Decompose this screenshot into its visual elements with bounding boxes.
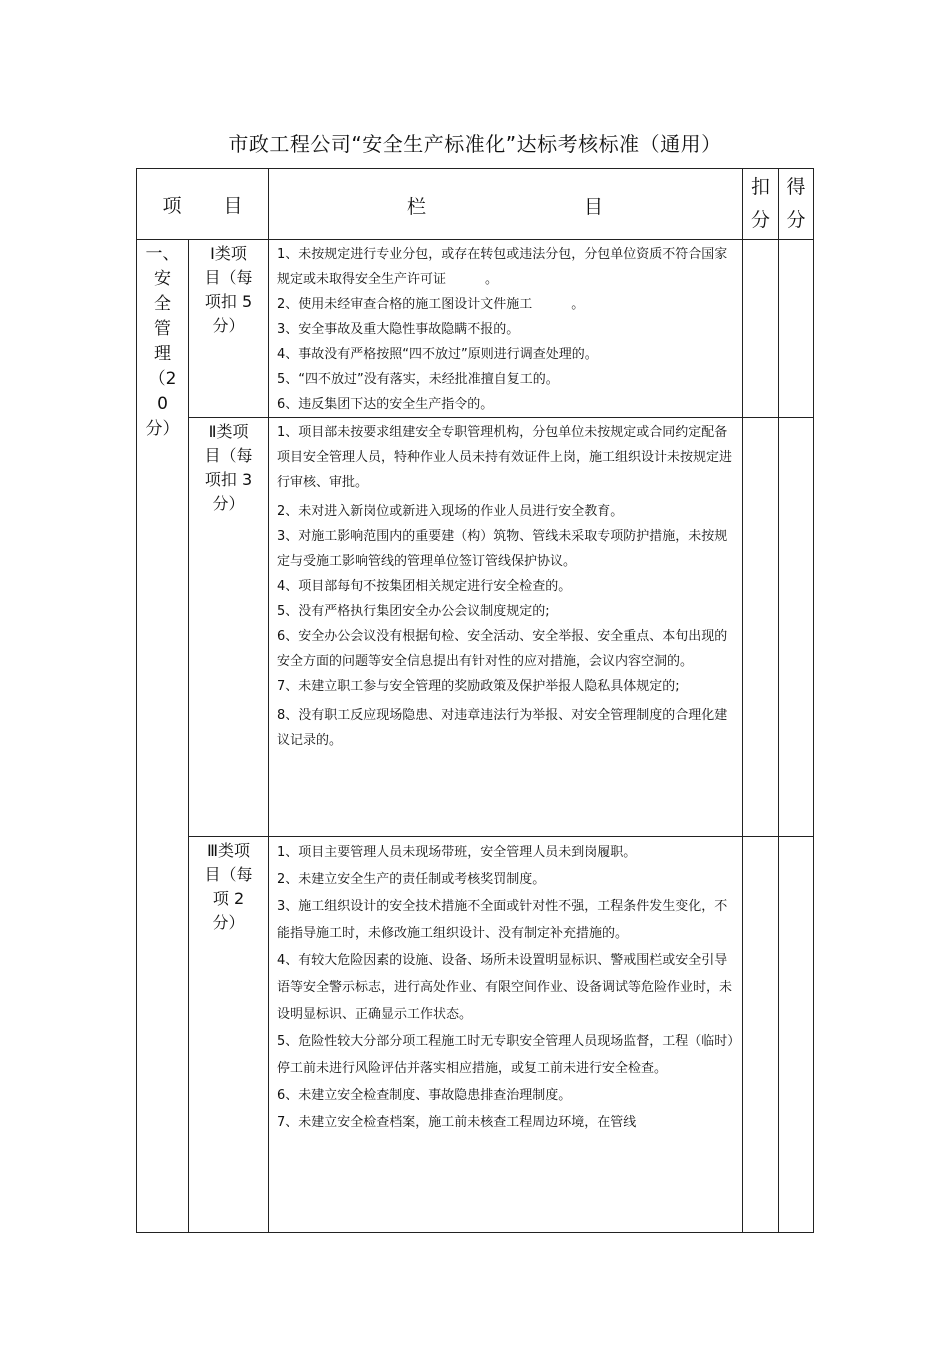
- category-label: [189, 240, 269, 418]
- list-item: 5、“四不放过”没有落实，未经批准擅自复工的。: [277, 372, 559, 387]
- category-label-line: 目（每: [204, 268, 253, 287]
- list-item: 5、危险性较大分部分项工程施工时无专职安全管理人员现场监督，工程（临时）停工前未进行风险评估并落实相应措施，或复工前未进行安全检查。: [277, 1034, 734, 1076]
- category-label-line: Ⅲ类项: [206, 841, 251, 860]
- header-column-char-2: 目: [584, 196, 604, 218]
- category-label-line: Ⅱ类项: [208, 422, 249, 441]
- category-label-line: Ⅰ类项: [210, 244, 247, 263]
- list-item: 4、项目部每旬不按集团相关规定进行安全检查的。: [277, 579, 572, 594]
- list-item: 1、项目主要管理人员未现场带班，安全管理人员未到岗履职。: [277, 845, 637, 860]
- list-item: 4、有较大危险因素的设施、设备、场所未设置明显标识、警戒围栏或安全引导语等安全警示标志，进行高处作业、有限空间作业、设备调试等危险作业时，未设明显标识、正确显示工作状态。: [277, 953, 733, 1022]
- header-score-char-2: 分: [786, 209, 806, 231]
- deduct-cell[interactable]: [743, 418, 779, 837]
- category-label-line: 分）: [212, 913, 245, 932]
- section-label-line: 理: [154, 344, 171, 364]
- list-item: 6、违反集团下达的安全生产指令的。: [277, 397, 494, 412]
- section-label-line: 一、: [145, 244, 180, 264]
- header-deduct: [743, 169, 779, 240]
- assessment-table: [136, 168, 814, 1233]
- section-label-line: 安: [154, 269, 171, 289]
- header-column: [269, 169, 743, 240]
- category-items: [269, 418, 743, 837]
- list-item: 6、安全办公会议没有根据旬检、安全活动、安全举报、安全重点、本旬出现的安全方面的问题等安全信息提出有针对性的应对措施，会议内容空洞的。: [277, 629, 728, 669]
- list-item: 5、没有严格执行集团安全办公会议制度规定的;: [277, 604, 550, 619]
- category-label-line: 目（每: [204, 865, 253, 884]
- list-item: 6、未建立安全检查制度、事故隐患排查治理制度。: [277, 1088, 572, 1103]
- header-score: [779, 169, 814, 240]
- table-row: [137, 837, 814, 1233]
- list-item: 2、未对进入新岗位或新进入现场的作业人员进行安全教育。: [277, 504, 624, 519]
- header-score-char-1: 得: [786, 176, 806, 198]
- category-label-line: 分）: [212, 316, 245, 335]
- list-item: 4、事故没有严格按照“四不放过”原则进行调查处理的。: [277, 347, 598, 362]
- score-cell[interactable]: [779, 418, 814, 837]
- header-deduct-char-1: 扣: [751, 176, 771, 198]
- section-label-line: （2: [148, 369, 177, 389]
- deduct-cell[interactable]: [743, 837, 779, 1233]
- score-cell[interactable]: [779, 240, 814, 418]
- category-label-line: 项 2: [212, 889, 245, 908]
- list-item: 2、使用未经审查合格的施工图设计文件施工 。: [277, 297, 585, 312]
- list-item: 7、未建立职工参与安全管理的奖励政策及保护举报人隐私具体规定的;: [277, 679, 680, 694]
- table-header-row: [137, 169, 814, 240]
- list-item: 2、未建立安全生产的责任制或考核奖罚制度。: [277, 872, 546, 887]
- section-label: [137, 240, 189, 1233]
- category-label-line: 项扣 3: [204, 470, 253, 489]
- table-row: [137, 418, 814, 837]
- header-column-char-1: 栏: [407, 196, 427, 218]
- score-cell[interactable]: [779, 837, 814, 1233]
- category-label-line: 分）: [212, 494, 245, 513]
- category-items: [269, 837, 743, 1233]
- category-label-line: 目（每: [204, 446, 253, 465]
- section-label-line: 全: [154, 294, 171, 314]
- deduct-cell[interactable]: [743, 240, 779, 418]
- list-item: 1、项目部未按要求组建安全专职管理机构，分包单位未按规定或合同约定配备项目安全管理人员，特种作业人员未持有效证件上岗，施工组织设计未按规定进行审核、审批。: [277, 425, 733, 490]
- list-item: 7、未建立安全检查档案，施工前未核查工程周边环境，在管线: [277, 1115, 637, 1130]
- category-label-line: 项扣 5: [204, 292, 253, 311]
- list-item: 3、施工组织设计的安全技术措施不全面或针对性不强，工程条件发生变化，不能指导施工时，未修改施工组织设计、没有制定补充措施的。: [277, 899, 728, 941]
- table-row: [137, 240, 814, 418]
- document-title: 市政工程公司“安全生产标准化”达标考核标准（通用）: [228, 132, 722, 156]
- category-label: [189, 837, 269, 1233]
- list-item: 3、安全事故及重大隐性事故隐瞒不报的。: [277, 322, 520, 337]
- list-item: 8、没有职工反应现场隐患、对违章违法行为举报、对安全管理制度的合理化建议记录的。: [277, 708, 728, 748]
- list-item: 1、未按规定进行专业分包，或存在转包或违法分包，分包单位资质不符合国家规定或未取得安全生产许可证 。: [277, 247, 728, 287]
- section-label-line: 分）: [145, 419, 180, 439]
- category-items: [269, 240, 743, 418]
- header-project: 项 目: [137, 169, 269, 240]
- section-label-line: 管: [154, 319, 171, 339]
- list-item: 3、对施工影响范围内的重要建（构）筑物、管线未采取专项防护措施，未按规定与受施工影响管线的管理单位签订管线保护协议。: [277, 529, 728, 569]
- section-label-line: 0: [157, 394, 168, 414]
- category-label: [189, 418, 269, 837]
- header-deduct-char-2: 分: [751, 209, 771, 231]
